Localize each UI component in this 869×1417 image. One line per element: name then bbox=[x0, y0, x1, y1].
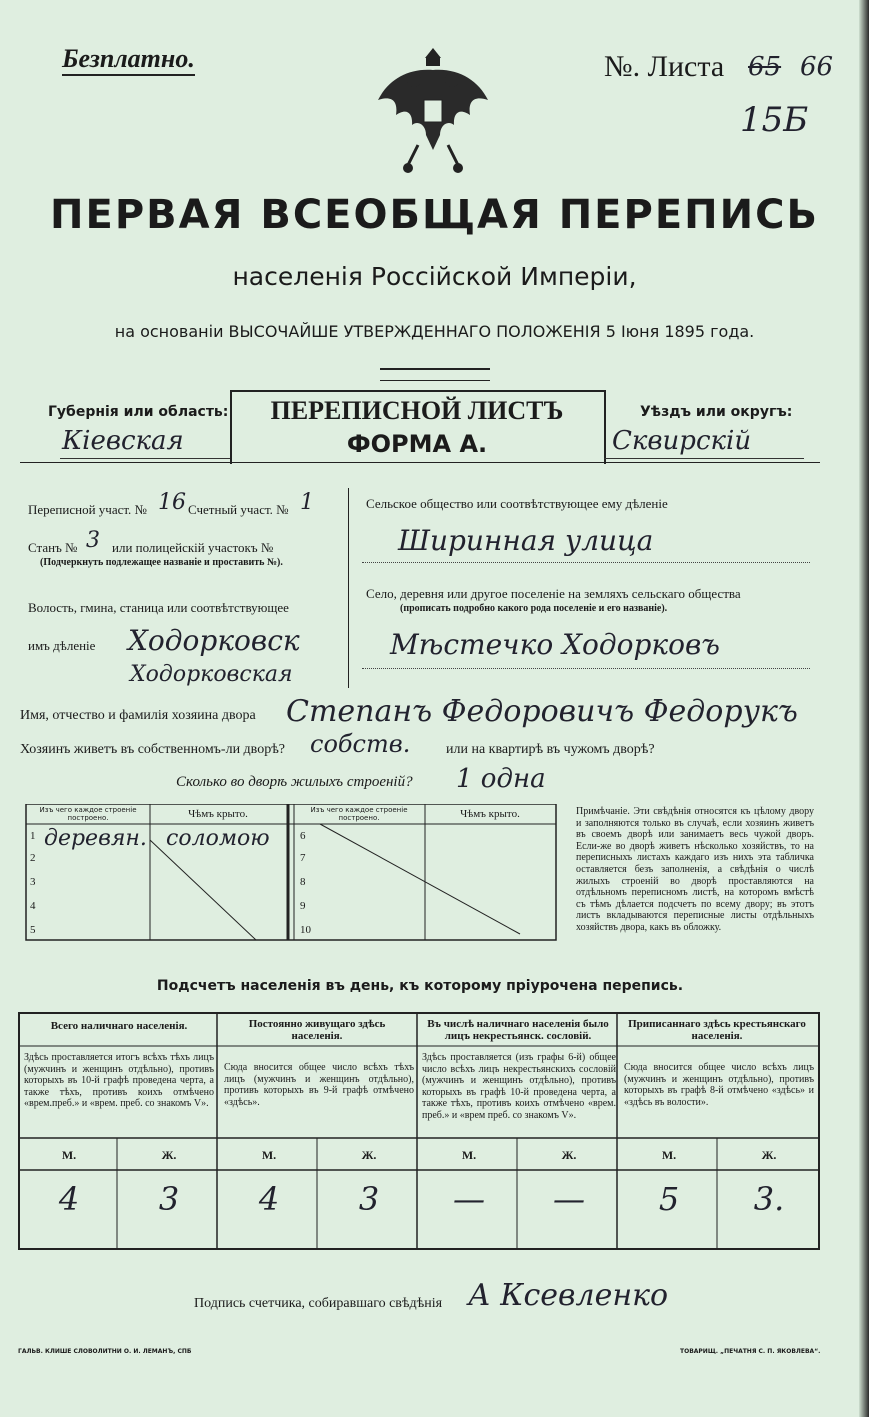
male-header: М. bbox=[61, 1148, 77, 1162]
page-subtitle: населенія Россійской Имперіи, bbox=[232, 262, 637, 291]
signature-value: А Ксевленко bbox=[468, 1278, 669, 1313]
count-section-value: 1 bbox=[300, 490, 314, 515]
male-header: М. bbox=[261, 1148, 277, 1162]
female-header: Ж. bbox=[161, 1148, 177, 1162]
buildings-table-lines bbox=[20, 804, 560, 944]
village-note: (прописать подробно какого рода поселеніе и его названіе). bbox=[400, 603, 668, 614]
row-number: 1 bbox=[30, 830, 36, 842]
volost-value: Ходорковск bbox=[128, 624, 300, 657]
buildings-col-roof-right: Чѣмъ крыто. bbox=[460, 808, 520, 820]
row1-material: деревян. bbox=[44, 826, 147, 851]
stan-value: 3 bbox=[86, 528, 100, 553]
row-number: 8 bbox=[300, 876, 306, 888]
corner-handwritten-number: 15Б bbox=[740, 100, 809, 140]
underline-note: (Подчеркнуть подлежащее названіе и проставить №). bbox=[40, 557, 283, 568]
printer-left: ГАЛЬВ. КЛИШЕ СЛОВОЛИТНИ О. И. ЛЕМАНЪ, СПБ bbox=[18, 1348, 192, 1355]
row-number: 2 bbox=[30, 852, 36, 864]
sheet-number-struck: 65 bbox=[748, 52, 782, 82]
society-label: Сельское общество или соотвѣтствующее ему дѣленіе bbox=[366, 496, 668, 511]
buildings-label: Сколько во дворѣ жилыхъ строеній? bbox=[176, 774, 413, 790]
district-label: Уѣздъ или округъ: bbox=[640, 404, 793, 420]
female-header: Ж. bbox=[561, 1148, 577, 1162]
count-value: 4 bbox=[58, 1180, 80, 1218]
row-number: 3 bbox=[30, 876, 36, 888]
count-col-desc: Сюда вносится общее число всѣхъ лицъ (мужчинъ и женщинъ отдѣльно), противъ которыхъ въ графѣ 8-й отмѣчено «здѣсь» и «здѣсь въ волости». bbox=[624, 1062, 814, 1108]
owner-lives-label: Хозяинъ живетъ въ собственномъ-ли дворѣ? bbox=[20, 742, 286, 757]
census-section-label: Переписной участ. № bbox=[28, 502, 147, 517]
owner-name-value: Степанъ Федоровичъ Федорукъ bbox=[286, 694, 798, 729]
owner-name-label: Имя, отчество и фамилія хозяина двора bbox=[20, 708, 256, 723]
male-header: М. bbox=[461, 1148, 477, 1162]
stan-label: Станъ № bbox=[28, 540, 78, 555]
form-name: ПЕРЕПИСНОЙ ЛИСТЪ bbox=[270, 396, 564, 425]
count-value: 4 bbox=[258, 1180, 280, 1218]
count-col-desc: Здѣсь проставляется итогъ всѣхъ тѣхъ лицъ (мужчинъ и женщинъ отдѣльно), противъ которыхъ въ 10-й графѣ проведена черта, а также тѣхъ, противъ коихъ отмѣчено «врем.преб.» и «врем. преб. со знакомъ V». bbox=[24, 1052, 214, 1109]
count-col-head: Всего наличнаго населенія. bbox=[50, 1020, 188, 1032]
owner-lives-label-2: или на квартирѣ въ чужомъ дворѣ? bbox=[446, 742, 655, 757]
count-value: 3. bbox=[753, 1180, 785, 1218]
count-col-desc: Сюда вносится общее число всѣхъ тѣхъ лицъ (мужчинъ и женщинъ отдѣльно), противъ которыхъ въ 9-й графѣ отмѣчено «здѣсь». bbox=[224, 1062, 414, 1108]
form-variant: ФОРМА А. bbox=[346, 430, 488, 458]
row1-roof: соломою bbox=[166, 826, 270, 851]
count-value: — bbox=[553, 1180, 585, 1218]
sheet-number-label: №. Листа bbox=[604, 50, 725, 83]
volost-value-2: Ходорковская bbox=[130, 662, 293, 687]
province-label: Губернія или область: bbox=[48, 404, 229, 420]
count-value: 3 bbox=[158, 1180, 180, 1218]
female-header: Ж. bbox=[361, 1148, 377, 1162]
police-label: или полицейскій участокъ № bbox=[112, 540, 274, 555]
count-title: Подсчетъ населенія въ день, къ которому пріурочена перепись. bbox=[156, 978, 684, 994]
row-number: 9 bbox=[300, 900, 306, 912]
district-value: Сквирскій bbox=[612, 426, 752, 456]
buildings-col-material: Изъ чего каждое строеніе построено. bbox=[39, 806, 137, 822]
count-value: 3 bbox=[358, 1180, 380, 1218]
village-value: Мѣстечко Ходорковъ bbox=[390, 628, 720, 661]
count-value: 5 bbox=[658, 1180, 680, 1218]
volost-label-2: имъ дѣленіе bbox=[28, 638, 96, 653]
buildings-col-roof: Чѣмъ крыто. bbox=[188, 808, 248, 820]
sheet-number-value: 66 bbox=[800, 52, 834, 82]
society-value: Ширинная улица bbox=[398, 524, 654, 557]
female-header: Ж. bbox=[761, 1148, 777, 1162]
signature-label: Подпись счетчика, собиравшаго свѣдѣнія bbox=[194, 1296, 443, 1311]
province-value: Кіевская bbox=[62, 426, 184, 456]
count-col-head: Въ числѣ наличнаго населенія было лицъ некрестьянск. сословій. bbox=[427, 1018, 609, 1042]
row-number: 4 bbox=[30, 900, 36, 912]
buildings-note: Примѣчаніе. Эти свѣдѣнія относятся къ цѣлому двору и заполняются только въ случаѣ, если хозяинъ живетъ въ своемъ дворѣ или занимаетъ весь чужой дворъ. Если-же во дворѣ живетъ нѣсколько хозяйствъ, то на переписныхъ листахъ каждаго изъ нихъ эта табличка оставляется безъ заполненія, а свѣдѣнія о числѣ жилыхъ строеній во дворѣ проставляются на отдѣльномъ переписномъ листѣ, на которомъ вмѣстѣ съ тѣмъ дѣлается подсчетъ по всему двору; въ этотъ листъ вкладываются переписные листы отдѣльныхъ хозяйствъ двора, какъ въ обложку. bbox=[576, 806, 814, 933]
count-col-head: Приписаннаго здѣсь крестьянскаго населенія. bbox=[628, 1018, 806, 1042]
ornament-divider bbox=[380, 368, 490, 381]
row-number: 6 bbox=[300, 830, 306, 842]
buildings-col-material-right: Изъ чего каждое строеніе построено. bbox=[310, 806, 408, 822]
row-number: 10 bbox=[300, 924, 311, 936]
count-col-head: Постоянно живущаго здѣсь населенія. bbox=[248, 1018, 386, 1042]
buildings-value: 1 одна bbox=[456, 764, 546, 794]
free-label: Безплатно. bbox=[62, 44, 195, 76]
count-section-label: Счетный участ. № bbox=[188, 502, 289, 517]
owner-lives-value: собств. bbox=[310, 730, 411, 758]
count-value: — bbox=[453, 1180, 485, 1218]
male-header: М. bbox=[661, 1148, 677, 1162]
census-section-value: 16 bbox=[158, 490, 186, 515]
basis-line: на основаніи ВЫСОЧАЙШЕ УТВЕРЖДЕННАГО ПОЛОЖЕНІЯ 5 Іюня 1895 года. bbox=[114, 322, 755, 341]
village-label: Село, деревня или другое поселеніе на земляхъ сельскаго общества bbox=[366, 586, 741, 601]
count-col-desc: Здѣсь проставляется (изъ графы 6-й) общее число всѣхъ лицъ некрестьянскихъ сословій (мужчинъ и женщинъ отдѣльно), противъ которыхъ въ графѣ 10-й проведена черта, а также тѣхъ, противъ коихъ отмѣчено «врем. преб.» и «врем преб. со знакомъ V». bbox=[422, 1052, 616, 1121]
page-title: ПЕРВАЯ ВСЕОБЩАЯ ПЕРЕПИСЬ bbox=[50, 192, 819, 238]
row-number: 5 bbox=[30, 924, 36, 936]
printer-right: ТОВАРИЩ. „ПЕЧАТНЯ С. П. ЯКОВЛЕВА“. bbox=[680, 1348, 821, 1355]
coat-of-arms-icon bbox=[368, 40, 498, 180]
row-number: 7 bbox=[300, 852, 306, 864]
volost-label: Волость, гмина, станица или соотвѣтствующее bbox=[28, 600, 289, 615]
